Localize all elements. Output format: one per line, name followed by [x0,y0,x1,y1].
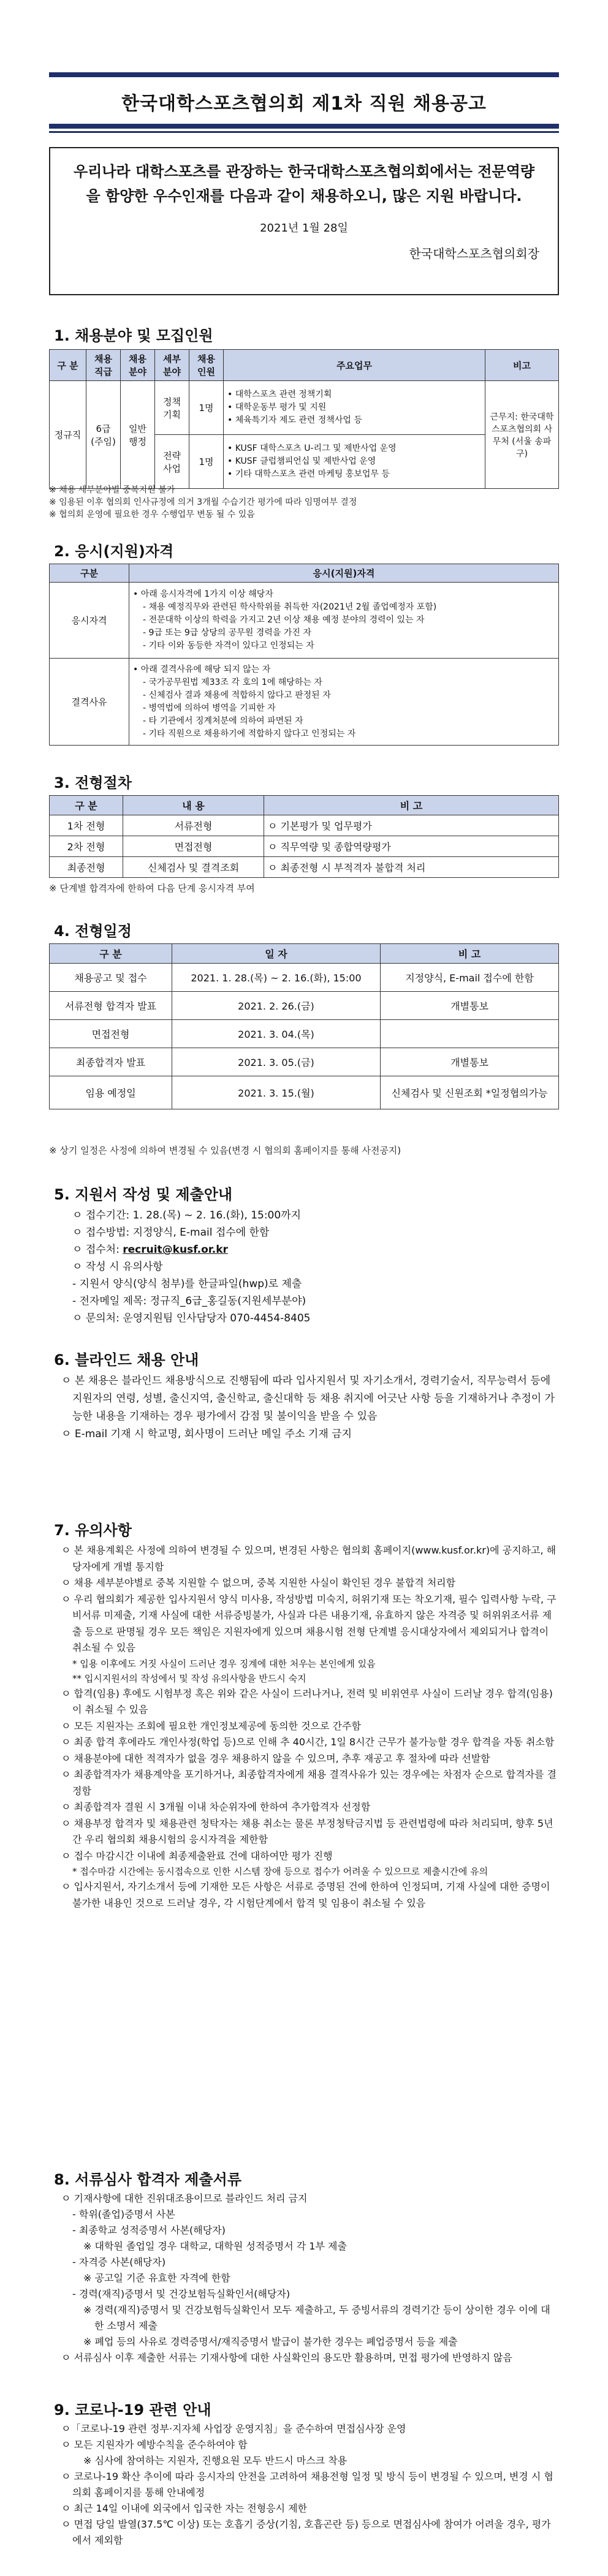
section-title-6: 6. 블라인드 채용 안내 [54,1351,199,1369]
cell-grade: 6급(주임) [86,381,121,489]
list-subitem: ** 입시지원서의 작성에서 및 작성 유의사항을 반드시 숙지 [72,1672,306,1684]
list-item: ㅇ 서류심사 이후 제출한 서류는 기재사항에 대한 사실확인의 용도만 활용하며, 면접 평가에 반영하지 않음 [61,2352,512,2363]
list-item: ㅇ 접수기간: 1. 28.(목) ~ 2. 16.(화), 15:00까지 [72,1209,302,1222]
list-item: - 9급 또는 9급 상당의 공무원 경력을 가진 자 [143,628,311,638]
cell-stage: 면접전형 [50,1020,172,1048]
list-subitem: ※ 대학원 졸업일 경우 대학교, 대학원 성적증명서 각 1부 제출 [83,2240,347,2252]
duty-item: • 체육특기자 제도 관련 정책사업 등 [227,415,362,425]
duty-item: • 대학스포츠 관련 정책기획 [227,390,332,399]
list-item [61,1241,558,1258]
th-grade: 채용직급 [86,350,121,381]
duty-item: • 대학운동부 평가 및 지원 [227,402,327,412]
cell-remark: 근무지: 한국대학스포츠협의회 사무처 (서울 송파구) [485,381,559,489]
list-item: ㅇ 최종합격자 결원 시 3개월 이내 차순위자에 한하여 추가합격자 선정함 [61,1801,371,1813]
cell-date: 2021. 3. 15.(월) [172,1076,381,1109]
list-item: ㅇ 접수방법: 지정양식, E-mail 접수에 한함 [72,1226,270,1239]
section-title-4: 4. 전형일정 [54,923,132,940]
th-division: 구분 [50,564,129,583]
page-title: 한국대학스포츠협의회 제1차 직원 채용공고 [121,93,487,115]
section-title-7: 7. 유의사항 [54,1522,132,1539]
cell-remark: ㅇ 직무역량 및 종합역량평가 [264,836,559,857]
cell-field: 일반행정 [121,381,155,489]
section-title-9: 9. 코로나-19 관련 안내 [54,2401,211,2419]
th-date: 일 자 [172,944,381,964]
section-8-body [61,2191,558,2366]
table-row [50,1020,559,1048]
cell-remark: 개별통보 [381,992,559,1020]
list-item: ㅇ 최종 합격 후에라도 개인사정(학업 등)으로 인해 추 40시간, 1일 8시간 근무가 불가능할 경우 합격을 자동 취소함 [61,1736,555,1748]
intro-org: 한국대학스포츠협의회장 [409,246,539,261]
list-subitem: ※ 심사에 참여하는 지원자, 진행요원 모두 반드시 마스크 착용 [83,2455,348,2466]
cell-remark [381,1020,559,1048]
th-remark: 비 고 [264,796,559,815]
cell-stage: 서류전형 합격자 발표 [50,992,172,1020]
list-item: ㅇ 본 채용계획은 사정에 의하여 변경될 수 있으며, 변경된 사항은 협의회 홈페이지(www.kusf.or.kr)에 공지하고, 해당자에게 개별 통지함 [61,1544,557,1573]
table-recruitment-fields [49,349,559,489]
cell-count: 1명 [189,435,224,489]
cell-subfield: 전략사업 [155,435,189,489]
section-9-body [61,2421,558,2548]
cell-date: 2021. 3. 05.(금) [172,1048,381,1076]
cell-items [129,583,559,659]
list-item: ㅇ 본 채용은 블라인드 채용방식으로 진행됨에 따라 입사지원서 및 자기소개서, 경력기술서, 직무능력서 등에 지원자의 연령, 성별, 출신지역, 출신학교, 출신대학 등 채용 취지에 어긋난 사항 등을 기재하거나 추정이 가능한 내용을 기재하는 경우 평가에서 감점 및 불이익을 받을 수 있음 [61,1375,555,1422]
cell-duties [224,381,485,435]
list-item: - 신체검사 결과 채용에 적합하지 않다고 판정된 자 [143,690,331,700]
section-title-1: 1. 채용분야 및 모집인원 [54,327,213,344]
table-row [50,583,559,659]
th-duties: 주요업무 [224,350,485,381]
section-title-3: 3. 전형절차 [54,774,132,791]
list-item: • 아래 응시자격에 1가지 이상 해당자 [133,589,273,599]
list-subitem: - 학위(졸업)증명서 사본 [72,2208,175,2220]
list-item: ㅇ 문의처: 운영지원팀 인사담당자 070-4454-8405 [72,1312,311,1324]
cell-subfield: 정책기획 [155,381,189,435]
table-row [50,659,559,746]
table-qualifications [49,564,559,746]
list-item: ㅇ 우리 협의회가 제공한 입사지원서 양식 미사용, 작성방법 미숙지, 허위기재 또는 착오기재, 필수 입력사항 누락, 구비서류 미제출, 기재 사실에 대한 서류증빙불가, 사실과 다른 내용기재, 유효하지 않은 자격증 및 허위위조서류 제출 등으로 판명될 경우 모든 책임은 지원자에게 있으며 채용시험 전형 단계별 응시대상자에서 제외되거나 합격이 취소될 수 있음 [61,1593,557,1653]
cell-content: 서류전형 [123,815,264,836]
note-line: ※ 임용된 이후 협의회 인사규정에 의거 3개월 수습기간 평가에 따라 임명여부 결정 [49,497,357,507]
list-item: ㅇ 기재사항에 대한 진위대조용이므로 블라인드 처리 금지 [61,2193,308,2204]
th-subfield: 세부분야 [155,350,189,381]
th-remark: 비 고 [381,944,559,964]
list-item: ㅇ 모든 지원자는 조회에 필요한 개인정보제공에 동의한 것으로 간주함 [61,1720,361,1732]
notes-section-1 [49,484,357,521]
table-process [49,795,559,878]
cell-content: 면접전형 [123,836,264,857]
section-title-2: 2. 응시(지원)자격 [54,543,174,560]
table-row [50,857,559,878]
list-item: - 지원서 양식(양식 첨부)를 한글파일(hwp)로 제출 [72,1278,302,1290]
table-row [50,1076,559,1109]
cell-remark: ㅇ 기본평가 및 업무평가 [264,815,559,836]
section-title-5: 5. 지원서 작성 및 제출안내 [54,1186,233,1203]
list-item: - 병역법에 의하여 병역을 기피한 자 [143,703,276,713]
cell-date: 2021. 1. 28.(목) ~ 2. 16.(화), 15:00 [172,964,381,992]
list-item: - 타 기관에서 징계처분에 의하여 파면된 자 [143,716,303,726]
note-section-4: ※ 상기 일정은 사정에 의하여 변경될 수 있음(변경 시 협의회 홈페이지를 통해 사전공지) [49,1145,401,1156]
section-title-8: 8. 서류심사 합격자 제출서류 [54,2171,241,2188]
cell-stage: 채용공고 및 접수 [50,964,172,992]
table-row [50,381,559,435]
cell-remark: 개별통보 [381,1048,559,1076]
list-item: - 국가공무원법 제33조 각 호의 1에 해당하는 자 [143,677,322,687]
th-field: 채용분야 [121,350,155,381]
list-subitem: ※ 공고일 기준 유효한 자격에 한함 [83,2272,230,2284]
list-item: ㅇ 채용분야에 대한 적격자가 없을 경우 채용하지 않을 수 있으며, 추후 재공고 후 절차에 따라 선발함 [61,1752,490,1764]
cell-label: 결격사유 [50,659,129,746]
cell-remark: ㅇ 최종전형 시 부적격자 불합격 처리 [264,857,559,878]
list-item: ㅇ 작성 시 유의사항 [72,1261,163,1273]
th-content: 내 용 [123,796,264,815]
list-subitem: ※ 폐업 등의 사유로 경력증명서/재직증명서 발급이 불가한 경우는 폐업증명서 등을 제출 [83,2336,458,2347]
th-stage: 구 분 [50,944,172,964]
list-subitem: * 입용 이후에도 거짓 사실이 드러난 경우 징계에 대한 처우는 본인에게 있음 [72,1658,376,1669]
duty-item: • KUSF 클럽챔피언십 및 제반사업 운영 [227,456,376,466]
cell-stage: 1차 전형 [50,815,123,836]
list-item: ㅇ 최종합격자가 채용계약을 포기하거나, 최종합격자에게 채용 결격사유가 있는 경우에는 차점자 순으로 합격자를 결정함 [61,1769,557,1797]
list-subitem: ※ 경력(재직)증명서 및 건강보험득실확인서 모두 제출하고, 두 증빙서류의 경력기간 등이 상이한 경우 이에 대한 소명서 제출 [83,2304,550,2332]
list-subitem: - 자격증 사본(해당자) [72,2256,166,2268]
table-header-row [50,564,559,583]
th-stage: 구 분 [50,796,123,815]
list-item: ㅇ 합격(임용) 후에도 시험부정 혹은 위와 같은 사실이 드러나거나, 전력 및 비위연루 사실이 드러날 경우 합격(임용)이 취소될 수 있음 [61,1687,553,1715]
table-header-row [50,350,559,381]
note-line: ※ 채용 세부분야별 중복지원 불가 [49,485,175,495]
list-item: ㅇ 입사지원서, 자기소개서 등에 기재한 모든 사항은 서류로 증명된 건에 한하여 인정되며, 기재 사실에 대한 증명이 불가한 내용인 것으로 드러날 경우, 각 시험단계에서 합격 및 임용이 취소될 수 있음 [61,1881,550,1909]
list-item: - 기타 직원으로 채용하기에 적합하지 않다고 인정되는 자 [143,728,356,739]
title-block [49,72,559,133]
list-item: ㅇ 접수 마감시간 이내에 최종제출완료 건에 대하여만 평가 진행 [61,1849,333,1862]
table-row [50,964,559,992]
list-subitem: * 접수마감 시간에는 동시접속으로 인한 시스템 장애 등으로 접수가 어려울 수 있으므로 제출시간에 유의 [72,1866,488,1877]
list-item: - 전문대학 이상의 학력을 가지고 2년 이상 채용 예정 분야의 경력이 있는 자 [143,615,425,625]
list-item: ㅇ 코로나-19 확산 추이에 따라 응시자의 안전을 고려하여 채용전형 일정 및 방식 등이 변경될 수 있으며, 변경 시 협의회 홈페이지를 통해 안내예정 [61,2471,553,2498]
th-category: 구 분 [50,350,86,381]
list-subitem: - 최종학교 성적증명서 사본(해당자) [72,2224,226,2236]
title-rule-thin [49,131,559,133]
th-qualification: 응시(지원)자격 [129,564,559,583]
th-remark: 비고 [485,350,559,381]
cell-date: 2021. 3. 04.(목) [172,1020,381,1048]
email-link[interactable]: recruit@kusf.or.kr [123,1244,228,1256]
cell-stage: 최종합격자 발표 [50,1048,172,1076]
cell-date: 2021. 2. 26.(금) [172,992,381,1020]
intro-text: 우리나라 대학스포츠를 관장하는 한국대학스포츠협의회에서는 전문역량을 함양한 우수인재를 다음과 같이 채용하오니, 많은 지원 바랍니다. [73,163,535,205]
section-5-body [61,1207,558,1327]
table-row [50,1048,559,1076]
cell-items [129,659,559,746]
list-item: ㅇ 채용부정 합격자 및 채용관련 청탁자는 채용 취소는 물론 부정청탁금지법 등 관련법령에 따라 처리되며, 향후 5년간 우리 협의회 채용시험의 응시자격을 제한함 [61,1817,553,1845]
cell-remark: 신체검사 및 신원조회 *일정협의가능 [381,1076,559,1109]
note-line: ※ 협의회 운영에 필요한 경우 수행업무 변동 될 수 있음 [49,510,255,519]
cell-stage: 2차 전형 [50,836,123,857]
title-rule-bottom [49,124,559,129]
list-item: • 아래 결격사유에 해당 되지 않는 자 [133,664,271,674]
email-label: ㅇ 접수처: [72,1244,123,1256]
cell-content: 신체검사 및 결격조회 [123,857,264,878]
list-item: ㅇ「코로나-19 관련 정부·지자체 사업장 운영지침」을 준수하여 면접심사장 운영 [61,2423,406,2434]
table-row [50,992,559,1020]
intro-date: 2021년 1월 28일 [260,222,348,235]
list-item: - 기타 이와 동등한 자격이 있다고 인정되는 자 [143,641,314,651]
note-section-3: ※ 단계별 합격자에 한하여 다음 단계 응시자격 부여 [49,883,255,894]
table-row [50,815,559,836]
section-6-body [61,1372,558,1443]
cell-count: 1명 [189,381,224,435]
cell-remark: 지정양식, E-mail 접수에 한함 [381,964,559,992]
list-item: ㅇ 면접 당일 발열(37.5℃ 이상) 또는 호흡기 증상(기침, 호흡곤란 등) 등으로 면접심사에 참여가 어려울 경우, 평가에서 제외함 [61,2518,551,2546]
title-rule-top [49,72,559,77]
table-header-row [50,796,559,815]
cell-stage: 임용 예정일 [50,1076,172,1109]
list-item: - 채용 예정직무와 관련된 학사학위를 취득한 자(2021년 2월 졸업예정자 포함) [143,602,437,612]
th-count: 채용인원 [189,350,224,381]
list-item: - 전자메일 제목: 정규직_6급_홍길동(지원세부분야) [72,1295,306,1307]
cell-duties [224,435,485,489]
list-item: ㅇ 모든 지원자가 예방수칙을 준수하여야 함 [61,2439,248,2450]
intro-box [49,147,559,295]
table-header-row [50,944,559,964]
list-subitem: - 경력(재직)증명서 및 건강보험득실확인서(해당자) [72,2288,291,2300]
cell-stage: 최종전형 [50,857,123,878]
duty-item: • 기타 대학스포츠 관련 마케팅 홍보업무 등 [227,469,390,479]
cell-label: 응시자격 [50,583,129,659]
list-item: ㅇ E-mail 기재 시 학교명, 회사명이 드러난 메일 주소 기재 금지 [61,1428,352,1440]
list-item: ㅇ 채용 세부분야별로 중복 지원할 수 없으며, 중복 지원한 사실이 확인된 경우 불합격 처리함 [61,1577,456,1588]
list-item: ㅇ 최근 14일 이내에 외국에서 입국한 자는 전형응시 제한 [61,2502,308,2514]
cell-category: 정규직 [50,381,86,489]
duty-item: • KUSF 대학스포츠 U-리그 및 제반사업 운영 [227,444,397,453]
table-schedule [49,943,559,1109]
section-7-body [61,1543,558,1911]
table-row [50,836,559,857]
